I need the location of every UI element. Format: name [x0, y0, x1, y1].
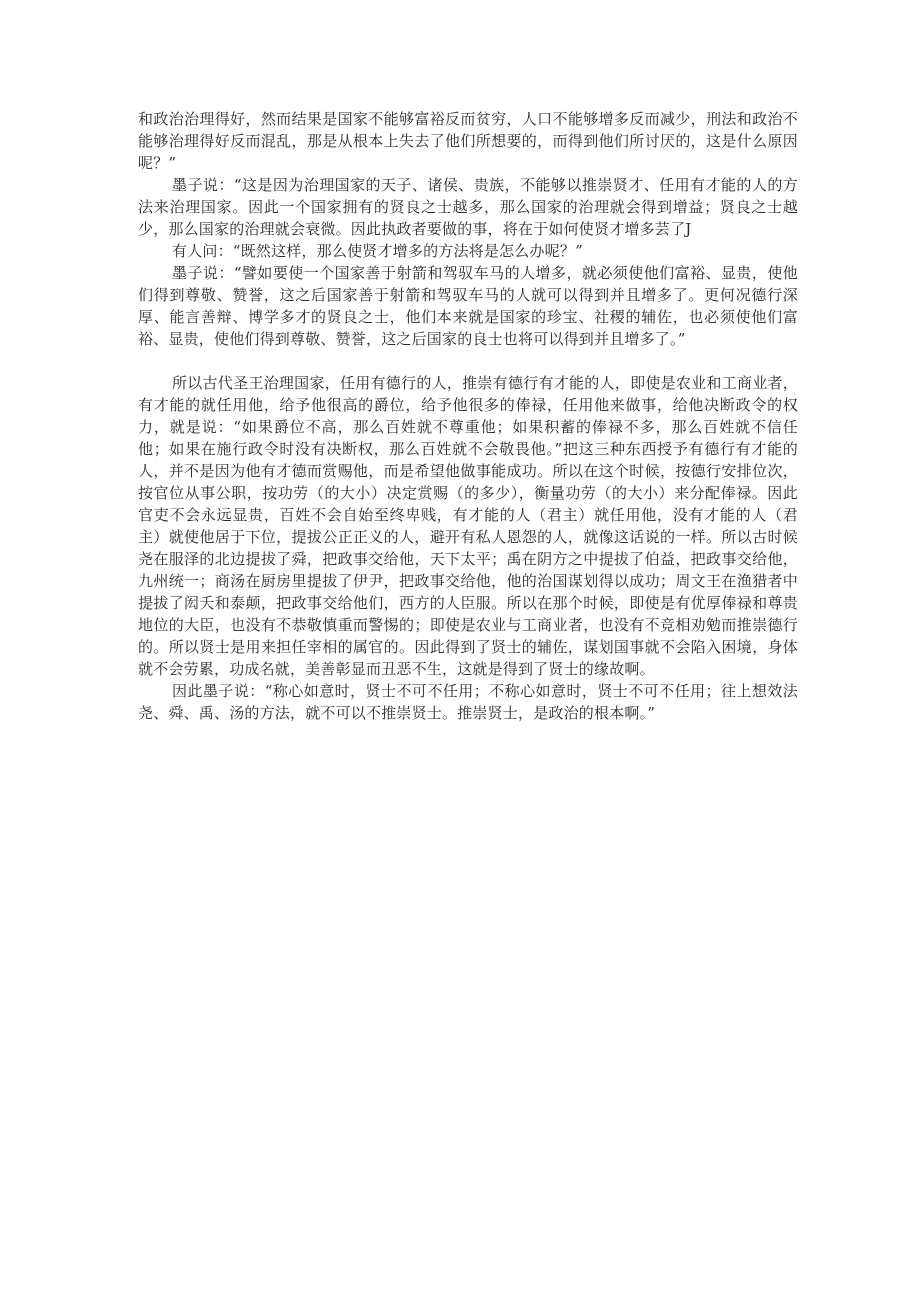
paragraph-3: 有人问：“既然这样，那么使贤才增多的方法将是怎么办呢？” [172, 242, 583, 260]
document-page [138, 108, 798, 724]
paragraph-5: 所以古代圣王治理国家，任用有德行的人，推崇有德行有才能的人，即使是农业和工商业者，有才能的就任用他，给予他很高的爵位，给予他很多的俸禄，任用他来做事，给他决断政令的权力，就是说：“如果爵位不高，那么百姓就不尊重他；如果积蓄的俸禄不多，那么百姓就不信任他；如果在施行政令时没有决断权，那么百姓就不会敬畏他。”把这三种东西授予有德行有才能的人，并不是因为他有才德而赏赐他，而是希望他做事能成功。所以在这个时候，按德行安排位次，按官位从事公职，按功劳（的大小）决定赏赐（的多少），衡量功劳（的大小）来分配俸禄。因此官吏不会永远显贵，百姓不会自始至终卑贱，有才能的人（君主）就任用他，没有才能的人（君主）就使他居于下位，提拔公正正义的人，避开有私人恩怨的人，就像这话说的一样。所以古时候尧在服泽的北边提拔了舜，把政事交给他，天下太平；禹在阴方之中提拔了伯益，把政事交给他，九州统一；商汤在厨房里提拔了伊尹，把政事交给他，他的治国谋划得以成功；周文王在渔猎者中提拔了闳夭和泰颠，把政事交给他们，西方的人臣服。所以在那个时候，即使是有优厚俸禄和尊贵地位的大臣，也没有不恭敬慎重而警惕的；即使是农业与工商业者，也没有不竞相劝勉而推崇德行的。所以贤士是用来担任宰相的属官的。因此得到了贤士的辅佐，谋划国事就不会陷入困境，身体就不会劳累，功成名就，美善彰显而丑恶不生，这就是得到了贤士的缘故啊。 [138, 374, 798, 678]
paragraph-2: 墨子说：“这是因为治理国家的天子、诸侯、贵族，不能够以推崇贤才、任用有才能的人的方法来治理国家。因此一个国家拥有的贤良之士越多，那么国家的治理就会得到增益；贤良之士越少，那么国家的治理就会衰微。因此执政者要做的事，将在于如何使贤才增多芸了J [138, 176, 798, 238]
paragraph-gap [138, 350, 798, 372]
paragraph-6: 因此墨子说：“称心如意时，贤士不可不任用；不称心如意时，贤士不可不任用；往上想效法尧、舜、禹、汤的方法，就不可以不推崇贤士。推崇贤士，是政治的根本啊。” [138, 682, 798, 722]
paragraph-1: 和政治治理得好，然而结果是国家不能够富裕反而贫穷，人口不能够增多反而减少，刑法和政治不能够治理得好反而混乱，那是从根本上失去了他们所想要的，而得到他们所讨厌的，这是什么原因呢？” [138, 110, 798, 172]
paragraph-4: 墨子说：“譬如要使一个国家善于射箭和驾驭车马的人增多，就必须使他们富裕、显贵，使他们得到尊敬、赞誉，这之后国家善于射箭和驾驭车马的人就可以得到并且增多了。更何况德行深厚、能言善辩、博学多才的贤良之士，他们本来就是国家的珍宝、社稷的辅佐，也必须使他们富裕、显贵，使他们得到尊敬、赞誉，这之后国家的良士也将可以得到并且增多了。” [138, 264, 798, 348]
